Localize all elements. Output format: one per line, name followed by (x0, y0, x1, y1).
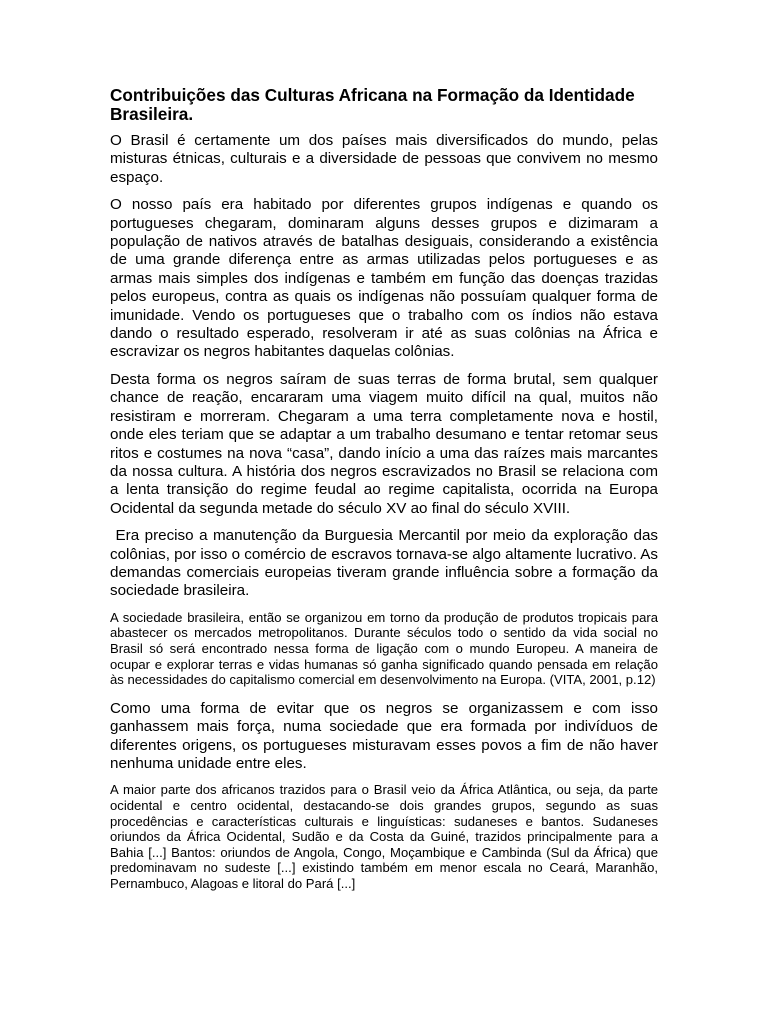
block-quote-origins: A maior parte dos africanos trazidos para o Brasil veio da África Atlântica, ou seja, da parte ocidental e centro ocidental, destacando-se dois grandes grupos, segundo as suas procedências e características culturais e linguísticas: sudaneses e bantos. Sudaneses oriundos da África Ocidental, Sudão e da Costa da Guiné, trazidos principalmente para a Bahia [...] Bantos: oriundos de Angola, Congo, Moçambique e Cambinda (Sul da África) que predominavam no sudeste [...] existindo também em menor escala no Ceará, Maranhão, Pernambuco, Alagoas e litoral do Pará [...] (110, 782, 658, 891)
paragraph-mercantile: Era preciso a manutenção da Burguesia Mercantil por meio da exploração das colônias, por isso o comércio de escravos tornava-se algo altamente lucrativo. As demandas comerciais europeias tiveram grande influência sobre a formação da sociedade brasileira. (110, 527, 658, 600)
paragraph-indigenous: O nosso país era habitado por diferentes grupos indígenas e quando os portugueses chegaram, dominaram alguns desses grupos e dizimaram a população de nativos através de batalhas desiguais, considerando a existência de uma grande diferença entre as armas utilizadas pelos portugueses e as armas mais simples dos indígenas e também em função das doenças trazidas pelos europeus, contra as quais os indígenas não possuíam qualquer forma de imunidade. Vendo os portugueses que o trabalho com os índios não estava dando o resultado esperado, resolveram ir até as suas colônias na África e escravizar os negros habitantes daquelas colônias. (110, 196, 658, 361)
paragraph-enslaved: Desta forma os negros saíram de suas terras de forma brutal, sem qualquer chance de reação, encararam uma viagem muito difícil na qual, muitos não resistiram e morreram. Chegaram a uma terra completamente nova e hostil, onde eles teriam que se adaptar a um trabalho desumano e tentar retomar seus ritos e costumes na nova “casa”, dando início a uma das raízes mais marcantes da nossa cultura. A história dos negros escravizados no Brasil se relaciona com a lenta transição do regime feudal ao regime capitalista, ocorrida na Europa Ocidental da segunda metade do século XV ao final do século XVIII. (110, 370, 658, 517)
document-page (110, 86, 658, 904)
paragraph-mixing: Como uma forma de evitar que os negros se organizassem e com isso ganhassem mais força, numa sociedade que era formada por indivíduos de diferentes origens, os portugueses misturavam esses povos a fim de não haver nenhuma unidade entre eles. (110, 699, 658, 772)
paragraph-intro: O Brasil é certamente um dos países mais diversificados do mundo, pelas misturas étnicas, culturais e a diversidade de pessoas que convivem no mesmo espaço. (110, 132, 658, 186)
document-title: Contribuições das Culturas Africana na Formação da Identidade Brasileira. (110, 85, 635, 124)
block-quote-vita: A sociedade brasileira, então se organizou em torno da produção de produtos tropicais para abastecer os mercados metropolitanos. Durante séculos todo o sentido da vida social no Brasil só será encontrado nessa forma de ligação com o mundo Europeu. A maneira de ocupar e explorar terras e vidas humanas só ganha significado quando pensada em relação às necessidades do capitalismo comercial em desenvolvimento na Europa. (VITA, 2001, p.12) (110, 609, 658, 688)
